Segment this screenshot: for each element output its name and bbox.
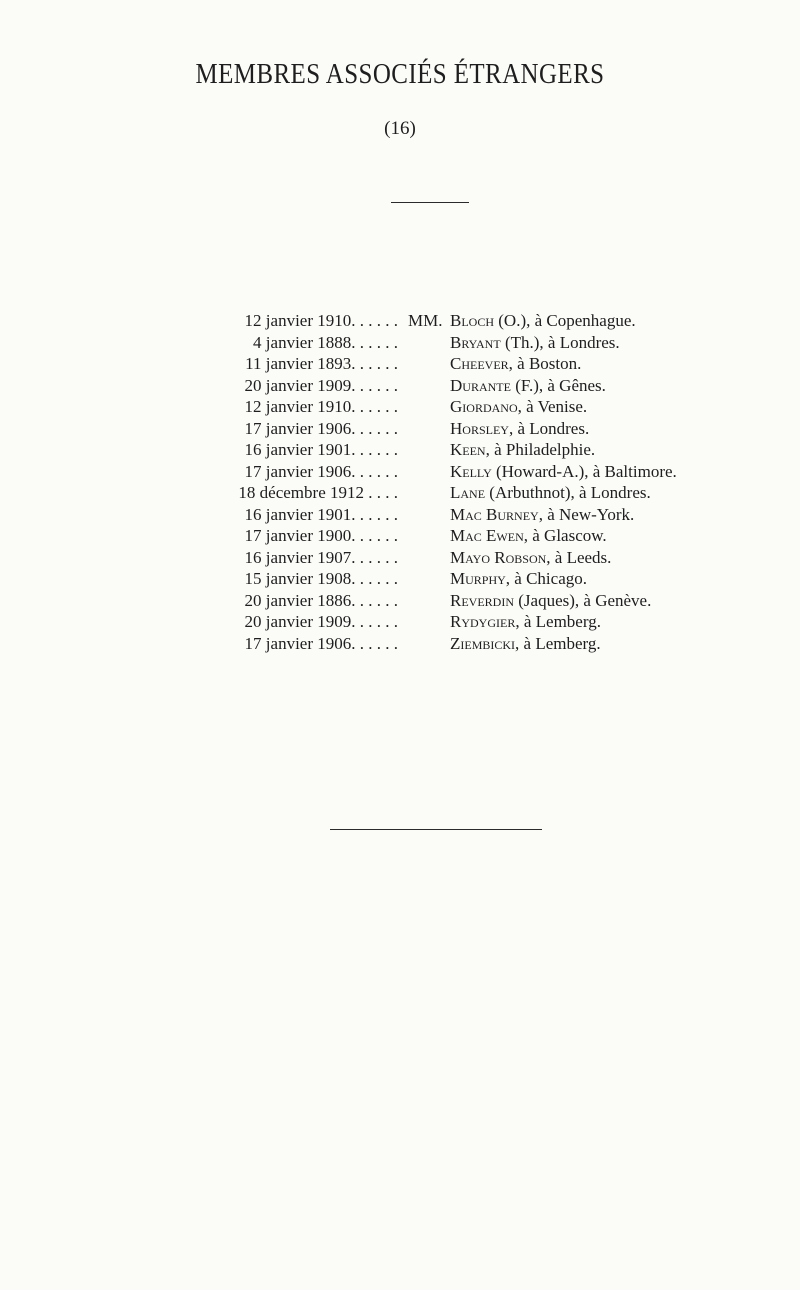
- election-date: 20 janvier 1909. . . . . .: [244, 612, 398, 631]
- page-subtitle: (16): [384, 118, 416, 139]
- election-date: 17 janvier 1906. . . . . .: [244, 418, 398, 438]
- list-item: [0, 418, 800, 440]
- list-item: [0, 633, 800, 655]
- election-date: 11 janvier 1893. . . . . .: [245, 354, 398, 373]
- list-item: [0, 353, 800, 375]
- election-date: 18 décembre 1912 . . . .: [238, 483, 398, 502]
- list-item: [0, 611, 800, 633]
- election-date: 20 janvier 1909. . . . . .: [244, 375, 398, 395]
- election-date: 15 janvier 1908. . . . . .: [244, 569, 398, 588]
- list-item: [0, 332, 800, 354]
- divider-bottom: [330, 829, 542, 830]
- election-date: 12 janvier 1910. . . . . .: [244, 311, 398, 330]
- member-name: Lane (Arbuthnot), à Londres.: [450, 483, 651, 502]
- member-name: Mac Ewen, à Glascow.: [450, 526, 607, 545]
- member-name: Mayo Robson, à Leeds.: [450, 547, 612, 567]
- election-date: 20 janvier 1886. . . . . .: [244, 590, 398, 610]
- election-date: 17 janvier 1900. . . . . .: [244, 526, 398, 545]
- list-item: [0, 547, 800, 569]
- member-name: Rydygier, à Lemberg.: [450, 612, 601, 631]
- members-list: [0, 310, 800, 654]
- election-date: 17 janvier 1906. . . . . .: [244, 633, 398, 653]
- member-name: Bloch (O.), à Copenhague.: [450, 311, 636, 330]
- page-title: MEMBRES ASSOCIÉS ÉTRANGERS: [195, 58, 605, 90]
- list-item: [0, 396, 800, 418]
- list-item: [0, 461, 800, 483]
- member-name: Reverdin (Jaques), à Genève.: [450, 590, 652, 610]
- member-name: Bryant (Th.), à Londres.: [450, 332, 620, 352]
- divider-top: [391, 202, 469, 203]
- list-item: [0, 525, 800, 547]
- member-name: Murphy, à Chicago.: [450, 569, 587, 588]
- election-date: 17 janvier 1906. . . . . .: [244, 461, 398, 481]
- member-name: Cheever, à Boston.: [450, 354, 582, 373]
- member-name: Durante (F.), à Gênes.: [450, 375, 606, 395]
- honorific: MM.: [408, 311, 443, 330]
- list-item: [0, 482, 800, 504]
- member-name: Kelly (Howard-A.), à Baltimore.: [450, 461, 677, 481]
- member-name: Ziembicki, à Lemberg.: [450, 633, 601, 653]
- member-name: Mac Burney, à New-York.: [450, 504, 635, 524]
- election-date: 16 janvier 1907. . . . . .: [244, 547, 398, 567]
- election-date: 4 janvier 1888. . . . . .: [253, 332, 398, 352]
- member-name: Keen, à Philadelphie.: [450, 440, 596, 459]
- list-item: [0, 375, 800, 397]
- election-date: 16 janvier 1901. . . . . .: [244, 504, 398, 524]
- member-name: Horsley, à Londres.: [450, 418, 590, 438]
- list-item: [0, 439, 800, 461]
- list-item: [0, 568, 800, 590]
- election-date: 12 janvier 1910. . . . . .: [244, 397, 398, 416]
- list-item: [0, 590, 800, 612]
- election-date: 16 janvier 1901. . . . . .: [244, 440, 398, 459]
- list-item: [0, 310, 800, 332]
- list-item: [0, 504, 800, 526]
- member-name: Giordano, à Venise.: [450, 397, 588, 416]
